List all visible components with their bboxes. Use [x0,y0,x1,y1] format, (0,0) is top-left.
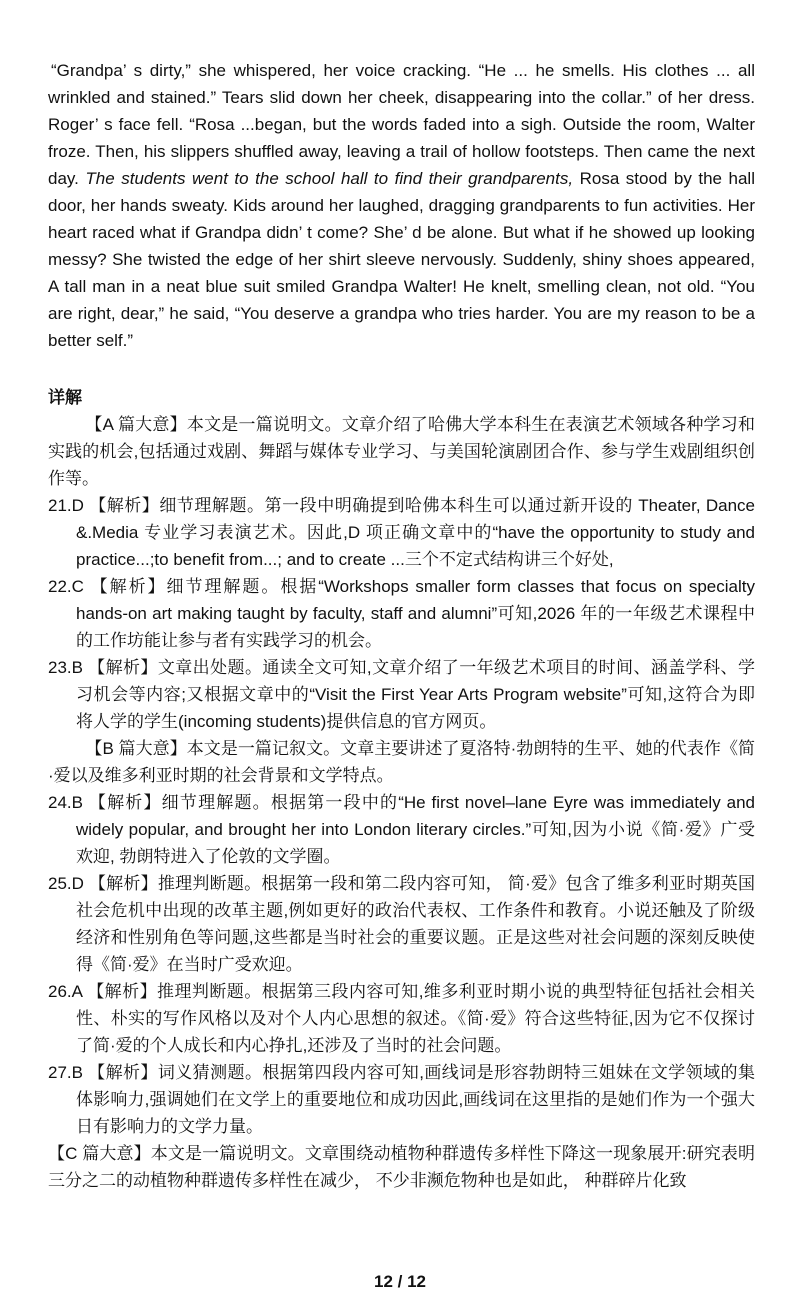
answer-number: 25.D [48,874,84,893]
answer-item-26 [48,978,755,1059]
answer-number: 21.D [48,496,84,515]
answer-text: 【解析】细节理解题。第一段中明确提到哈佛本科生可以通过新开设的 Theater, Dance &.Media 专业学习表演艺术。因此,D 项正确文章中的“have the opportunity to study and practice...;to benefit from...; and to create ...三个不定式结构讲三个好处, [76,496,755,569]
passage-summary-a: 【A 篇大意】本文是一篇说明文。文章介绍了哈佛大学本科生在表演艺术领域各种学习和实践的机会,包括通过戏剧、舞蹈与媒体专业学习、与美国轮演剧团合作、参与学生戏剧组织创作等。 [48,415,755,488]
answer-item-24 [48,789,755,870]
answer-number: 27.B [48,1063,83,1082]
answer-number: 22.C [48,577,84,596]
answer-number: 26.A [48,982,83,1001]
answer-text: 【解析】细节理解题。根据第一段中的“He first novel–lane Eyre was immediately and widely popular, and brought her into London literary circles.”可知,因为小说《简·爱》广受欢迎, 勃朗特进入了伦敦的文学圈。 [76,793,755,866]
answer-number: 24.B [48,793,83,812]
section-heading: 详解 [48,388,82,407]
story-text-before-italic: “Grandpa’ s dirty,” she whispered, her voice cracking. “He ... he smells. His clothes ... all wrinkled and stained.” Tears slid down her cheek, disappearing into the collar.” of her dress. Roger’ s face fell. “Rosa ...began, but the words faded into a sigh. Outside the room, Walter froze. Then, his slippers shuffled away, leaving a trail of hollow footsteps. Then came the next day. [48,61,755,188]
answer-text: 【解析】推理判断题。根据第一段和第二段内容可知， 简·爱》包含了维多利亚时期英国社会危机中出现的改革主题,例如更好的政治代表权、工作条件和教育。小说还触及了阶级经济和性别角色等问题,这些都是当时社会的重要议题。正是这些对社会问题的深刻反映使得《简·爱》在当时广受欢迎。 [76,874,755,974]
answer-text: 【解析】推理判断题。根据第三段内容可知,维多利亚时期小说的典型特征包括社会相关性、朴实的写作风格以及对个人内心思想的叙述。《简·爱》符合这些特征,因为它不仅探讨了简·爱的个人成长和内心挣扎,还涉及了当时的社会问题。 [76,982,755,1055]
answer-number: 23.B [48,658,83,677]
story-paragraph [48,57,755,354]
page-number: 12 / 12 [374,1272,426,1291]
answer-item-25 [48,870,755,978]
answer-text: 【解析】细节理解题。根据“Workshops smaller form classes that focus on specialty hands-on art making taught by faculty, staff and alumni”可知,2026 年的一年级艺术课程中的工作坊能让参与者有实践学习的机会。 [76,577,755,650]
story-text-after-italic: Rosa stood by the hall door, her hands sweaty. Kids around her laughed, dragging grandparents to fun activities. Her heart raced what if Grandpa didn’ t come? She’ d be alone. But what if he showed up looking messy? She twisted the edge of her shirt sleeve nervously. Suddenly, shiny shoes appeared, A tall man in a neat blue suit smiled Grandpa Walter! He knelt, smelling clean, not old. “You are right, dear,” he said, “You deserve a grandpa who tries harder. You are my reason to be a better self.” [48,169,755,350]
answer-item-22 [48,573,755,654]
story-text-italic: The students went to the school hall to find their grandparents, [85,169,574,188]
passage-summary-c: 【C 篇大意】本文是一篇说明文。文章围绕动植物种群遗传多样性下降这一现象展开:研究表明三分之二的动植物种群遗传多样性在减少， 不少非濒危物种也是如此， 种群碎片化致 [48,1144,755,1190]
answer-text: 【解析】词义猜测题。根据第四段内容可知,画线词是形容勃朗特三姐妹在文学领域的集体影响力,强调她们在文学上的重要地位和成功因此,画线词在这里指的是她们作为一个强大日有影响力的文学力量。 [76,1063,755,1136]
answer-item-23 [48,654,755,735]
answer-text: 【解析】文章出处题。通读全文可知,文章介绍了一年级艺术项目的时间、涵盖学科、学习机会等内容;又根据文章中的“Visit the First Year Arts Program website”可知,这符合为即将人学的学生(incoming students)提供信息的官方网页。 [76,658,755,731]
answer-item-21 [48,492,755,573]
passage-summary-b: 【B 篇大意】本文是一篇记叙文。文章主要讲述了夏洛特·勃朗特的生平、她的代表作《简·爱以及维多利亚时期的社会背景和文学特点。 [48,739,755,785]
answer-item-27 [48,1059,755,1140]
